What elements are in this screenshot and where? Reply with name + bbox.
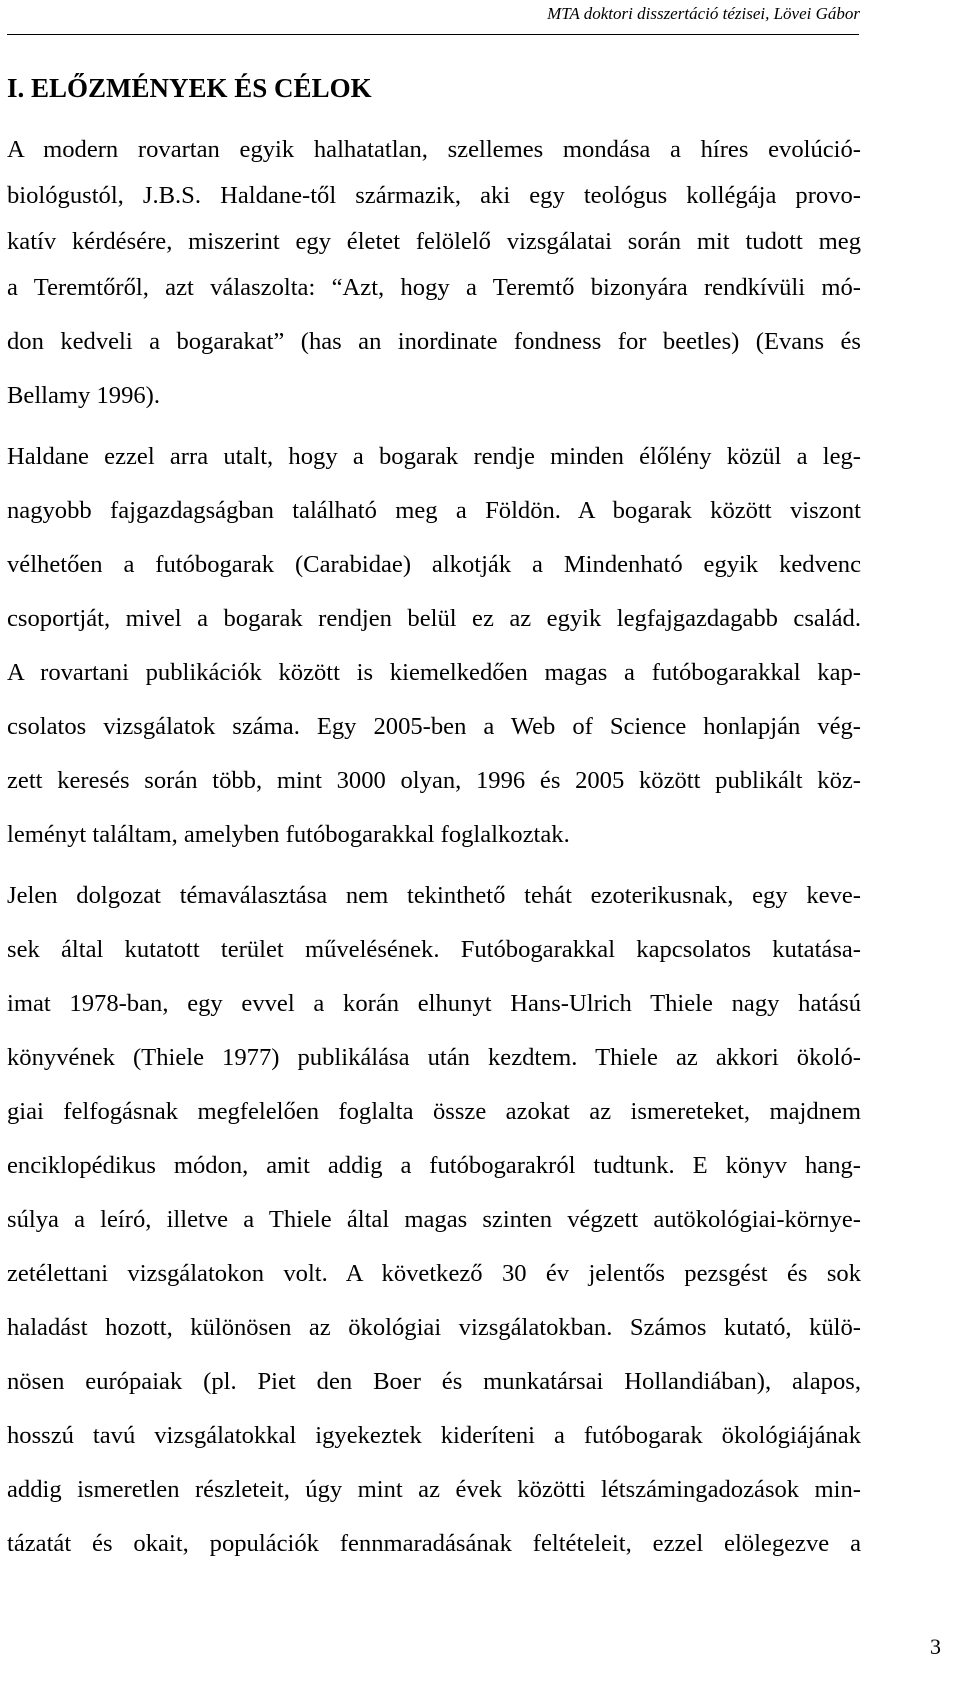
text-line: súlya a leíró, illetve a Thiele által magas szinten végzett autökológiai-környe- [7,1206,861,1233]
text-line: nösen európaiak (pl. Piet den Boer és munkatársai Hollandiában), alapos, [7,1368,861,1395]
page-number: 3 [930,1634,941,1659]
text-line: zett keresés során több, mint 3000 olyan, 1996 és 2005 között publikált köz- [7,767,861,794]
text-line: nagyobb fajgazdagságban található meg a Földön. A bogarak között viszont [7,497,861,524]
text-line: Bellamy 1996). [7,382,161,409]
text-line: tázatát és okait, populációk fennmaradásának feltételeit, ezzel elölegezve a [7,1530,861,1557]
text-line: csoportját, mivel a bogarak rendjen belül ez az egyik legfajgazdagabb család. [7,605,861,632]
text-line: leményt találtam, amelyben futóbogarakkal foglalkoztak. [7,821,570,848]
text-line: a Teremtőről, azt válaszolta: “Azt, hogy a Teremtő bizonyára rendkívüli mó- [7,274,861,301]
text-line: A rovartani publikációk között is kiemelkedően magas a futóbogarakkal kap- [7,659,861,686]
text-line: könyvének (Thiele 1977) publikálása után kezdtem. Thiele az akkori ökoló- [7,1044,861,1071]
text-line: katív kérdésére, miszerint egy életet felölelő vizsgálatai során mit tudott meg [7,228,861,255]
text-line: zetélettani vizsgálatokon volt. A következő 30 év jelentős pezsgést és sok [7,1260,861,1287]
text-line: Jelen dolgozat témaválasztása nem tekinthető tehát ezoterikusnak, egy keve- [7,882,861,909]
text-line: imat 1978-ban, egy evvel a korán elhunyt Hans-Ulrich Thiele nagy hatású [7,990,861,1017]
text-line: giai felfogásnak megfelelően foglalta össze azokat az ismereteket, majdnem [7,1098,861,1125]
text-line: Haldane ezzel arra utalt, hogy a bogarak rendje minden élőlény közül a leg- [7,443,861,470]
text-line: A modern rovartan egyik halhatatlan, szellemes mondása a híres evolúció- [7,136,861,163]
text-line: enciklopédikus módon, amit addig a futóbogarakról tudtunk. E könyv hang- [7,1152,861,1179]
text-line: haladást hozott, különösen az ökológiai vizsgálatokban. Számos kutató, külö- [7,1314,861,1341]
text-line: addig ismeretlen részleteit, úgy mint az évek közötti létszámingadozások min- [7,1476,861,1503]
running-header: MTA doktori disszertáció tézisei, Lövei Gábor [547,4,860,23]
header-divider [7,34,859,35]
text-line: sek által kutatott terület művelésének. Futóbogarakkal kapcsolatos kutatása- [7,936,861,963]
chapter-title: I. ELŐZMÉNYEK ÉS CÉLOK [7,73,372,103]
text-line: don kedveli a bogarakat” (has an inordinate fondness for beetles) (Evans és [7,328,861,355]
text-line: hosszú tavú vizsgálatokkal igyekeztek kideríteni a futóbogarak ökológiájának [7,1422,861,1449]
text-line: biológustól, J.B.S. Haldane-től származik, aki egy teológus kollégája provo- [7,182,861,209]
text-line: csolatos vizsgálatok száma. Egy 2005-ben a Web of Science honlapján vég- [7,713,861,740]
text-line: vélhetően a futóbogarak (Carabidae) alkotják a Mindenható egyik kedvenc [7,551,861,578]
